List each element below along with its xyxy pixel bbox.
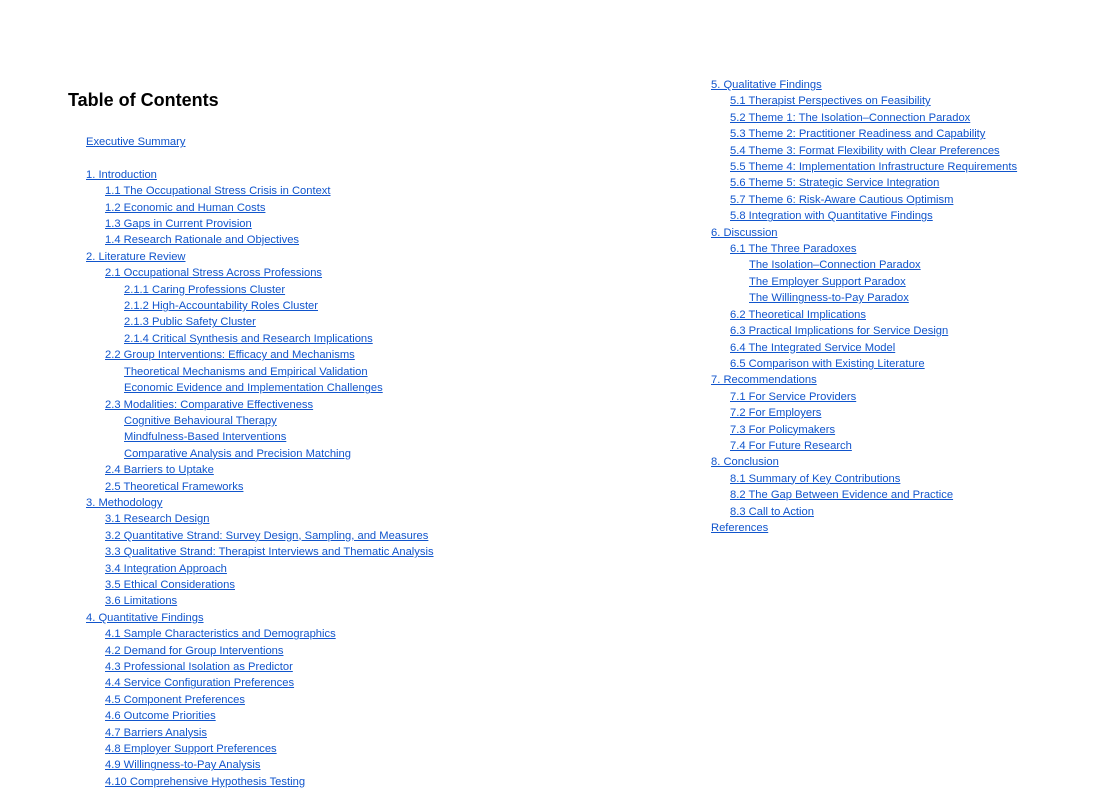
toc-link-5-2-theme-1-the-isolation-connection-paradox[interactable]: 5.2 Theme 1: The Isolation–Connection Paradox (730, 111, 971, 124)
toc-item (86, 757, 434, 773)
toc-item (711, 340, 1017, 356)
toc-item (86, 774, 434, 790)
toc-item (86, 314, 434, 330)
toc-item (86, 741, 434, 757)
toc-link-3-6-limitations[interactable]: 3.6 Limitations (105, 595, 178, 608)
toc-item (86, 364, 434, 380)
toc-item (711, 110, 1017, 126)
toc-item (86, 429, 434, 445)
toc-link-6-5-comparison-with-existing-literature[interactable]: 6.5 Comparison with Existing Literature (730, 357, 925, 370)
toc-item (86, 528, 434, 544)
toc-item (86, 610, 434, 626)
toc-link-3-3-qualitative-strand-therapist-interviews-and-thematic-analysis[interactable]: 3.3 Qualitative Strand: Therapist Interviews and Thematic Analysis (105, 546, 434, 559)
toc-link-7-recommendations[interactable]: 7. Recommendations (711, 374, 817, 387)
toc-link-3-1-research-design[interactable]: 3.1 Research Design (105, 513, 210, 526)
toc-link-2-1-1-caring-professions-cluster[interactable]: 2.1.1 Caring Professions Cluster (124, 283, 286, 296)
toc-link-4-10-comprehensive-hypothesis-testing[interactable]: 4.10 Comprehensive Hypothesis Testing (105, 775, 306, 788)
toc-item (86, 462, 434, 478)
toc-link-4-quantitative-findings[interactable]: 4. Quantitative Findings (86, 611, 204, 624)
toc-link-6-4-the-integrated-service-model[interactable]: 6.4 The Integrated Service Model (730, 341, 896, 354)
toc-item (711, 126, 1017, 142)
toc-item (711, 323, 1017, 339)
toc-link-7-2-for-employers[interactable]: 7.2 For Employers (730, 407, 822, 420)
toc-item (86, 413, 434, 429)
toc-link-economic-evidence-and-implementation-challenges[interactable]: Economic Evidence and Implementation Challenges (124, 382, 383, 395)
toc-link-2-2-group-interventions-efficacy-and-mechanisms[interactable]: 2.2 Group Interventions: Efficacy and Mechanisms (105, 349, 355, 362)
toc-item (711, 504, 1017, 520)
toc-spacer (86, 150, 434, 166)
toc-item (711, 257, 1017, 273)
toc-link-the-isolation-connection-paradox[interactable]: The Isolation–Connection Paradox (749, 259, 921, 272)
toc-link-2-1-occupational-stress-across-professions[interactable]: 2.1 Occupational Stress Across Professions (105, 267, 323, 280)
toc-link-7-1-for-service-providers[interactable]: 7.1 For Service Providers (730, 390, 857, 403)
toc-link-6-2-theoretical-implications[interactable]: 6.2 Theoretical Implications (730, 308, 866, 321)
toc-link-6-discussion[interactable]: 6. Discussion (711, 226, 778, 239)
toc-link-5-4-theme-3-format-flexibility-with-clear-preferences[interactable]: 5.4 Theme 3: Format Flexibility with Clear Preferences (730, 144, 1000, 157)
toc-item (711, 405, 1017, 421)
toc-link-4-7-barriers-analysis[interactable]: 4.7 Barriers Analysis (105, 726, 207, 739)
toc-item (711, 192, 1017, 208)
toc-item (86, 216, 434, 232)
toc-item (86, 511, 434, 527)
toc-right-column (711, 77, 1017, 536)
toc-link-5-7-theme-6-risk-aware-cautious-optimism[interactable]: 5.7 Theme 6: Risk-Aware Cautious Optimism (730, 193, 954, 206)
toc-link-executive-summary[interactable]: Executive Summary (86, 136, 186, 148)
toc-item (711, 159, 1017, 175)
toc-item (711, 372, 1017, 388)
toc-item (711, 241, 1017, 257)
toc-item (86, 200, 434, 216)
toc-link-the-willingness-to-pay-paradox[interactable]: The Willingness-to-Pay Paradox (749, 292, 909, 305)
toc-link-4-2-demand-for-group-interventions[interactable]: 4.2 Demand for Group Interventions (105, 644, 284, 657)
toc-link-7-3-for-policymakers[interactable]: 7.3 For Policymakers (730, 423, 836, 436)
toc-item (711, 290, 1017, 306)
toc-item (86, 380, 434, 396)
toc-link-3-methodology[interactable]: 3. Methodology (86, 496, 163, 509)
toc-link-2-4-barriers-to-uptake[interactable]: 2.4 Barriers to Uptake (105, 464, 214, 477)
toc-item (86, 167, 434, 183)
toc-link-5-1-therapist-perspectives-on-feasibility[interactable]: 5.1 Therapist Perspectives on Feasibility (730, 95, 931, 108)
toc-link-4-3-professional-isolation-as-predictor[interactable]: 4.3 Professional Isolation as Predictor (105, 661, 293, 673)
toc-link-2-3-modalities-comparative-effectiveness[interactable]: 2.3 Modalities: Comparative Effectiveness (105, 398, 314, 411)
toc-link-8-2-the-gap-between-evidence-and-practice[interactable]: 8.2 The Gap Between Evidence and Practice (730, 489, 954, 502)
toc-link-2-literature-review[interactable]: 2. Literature Review (86, 250, 186, 263)
toc-item (86, 675, 434, 691)
toc-link-3-4-integration-approach[interactable]: 3.4 Integration Approach (105, 562, 227, 575)
toc-link-4-1-sample-characteristics-and-demographics[interactable]: 4.1 Sample Characteristics and Demographics (105, 628, 336, 641)
toc-link-references[interactable]: References (711, 521, 769, 534)
toc-link-2-5-theoretical-frameworks[interactable]: 2.5 Theoretical Frameworks (105, 480, 244, 493)
toc-item (86, 265, 434, 281)
toc-item (711, 274, 1017, 290)
toc-link-6-3-practical-implications-for-service-design[interactable]: 6.3 Practical Implications for Service Design (730, 325, 949, 338)
toc-item (711, 307, 1017, 323)
toc-item (711, 93, 1017, 109)
toc-link-theoretical-mechanisms-and-empirical-validation[interactable]: Theoretical Mechanisms and Empirical Validation (124, 365, 368, 378)
toc-item (86, 446, 434, 462)
toc-item (86, 183, 434, 199)
toc-item (86, 331, 434, 347)
toc-item (86, 495, 434, 511)
toc-link-5-8-integration-with-quantitative-findings[interactable]: 5.8 Integration with Quantitative Findings (730, 210, 933, 223)
toc-item (711, 356, 1017, 372)
toc-link-4-5-component-preferences[interactable]: 4.5 Component Preferences (105, 693, 245, 706)
toc-link-1-3-gaps-in-current-provision[interactable]: 1.3 Gaps in Current Provision (105, 218, 252, 231)
page-title: Table of Contents (68, 90, 219, 110)
toc-item (86, 397, 434, 413)
toc-item (86, 593, 434, 609)
toc-item (86, 643, 434, 659)
toc-item (711, 143, 1017, 159)
toc-item (86, 708, 434, 724)
toc-link-5-3-theme-2-practitioner-readiness-and-capability[interactable]: 5.3 Theme 2: Practitioner Readiness and Capability (730, 128, 986, 141)
toc-item (86, 577, 434, 593)
toc-link-6-1-the-three-paradoxes[interactable]: 6.1 The Three Paradoxes (730, 243, 857, 256)
toc-link-4-6-outcome-priorities[interactable]: 4.6 Outcome Priorities (105, 710, 216, 723)
toc-link-comparative-analysis-and-precision-matching[interactable]: Comparative Analysis and Precision Matching (124, 447, 351, 460)
toc-link-mindfulness-based-interventions[interactable]: Mindfulness-Based Interventions (124, 431, 287, 444)
toc-left-column (86, 134, 434, 790)
toc-item (86, 134, 434, 150)
toc-link-5-6-theme-5-strategic-service-integration[interactable]: 5.6 Theme 5: Strategic Service Integration (730, 177, 940, 190)
toc-item (86, 659, 434, 675)
toc-link-1-2-economic-and-human-costs[interactable]: 1.2 Economic and Human Costs (105, 201, 266, 214)
toc-item (86, 725, 434, 741)
toc-link-2-1-2-high-accountability-roles-cluster[interactable]: 2.1.2 High-Accountability Roles Cluster (124, 300, 319, 313)
toc-link-2-1-3-public-safety-cluster[interactable]: 2.1.3 Public Safety Cluster (124, 316, 256, 329)
toc-item (711, 422, 1017, 438)
toc-item (86, 347, 434, 363)
toc-item (86, 249, 434, 265)
toc-item (86, 561, 434, 577)
toc-item (711, 77, 1017, 93)
toc-item (86, 232, 434, 248)
toc-item (86, 298, 434, 314)
toc-item (711, 471, 1017, 487)
toc-link-the-employer-support-paradox[interactable]: The Employer Support Paradox (749, 275, 906, 288)
toc-item (711, 175, 1017, 191)
toc-link-5-5-theme-4-implementation-infrastructure-requirements[interactable]: 5.5 Theme 4: Implementation Infrastructure Requirements (730, 161, 1018, 174)
toc-link-7-4-for-future-research[interactable]: 7.4 For Future Research (730, 439, 852, 452)
toc-link-cognitive-behavioural-therapy[interactable]: Cognitive Behavioural Therapy (124, 414, 277, 427)
toc-link-8-conclusion[interactable]: 8. Conclusion (711, 456, 779, 469)
toc-item (711, 520, 1017, 536)
toc-item (711, 225, 1017, 241)
toc-link-8-1-summary-of-key-contributions[interactable]: 8.1 Summary of Key Contributions (730, 472, 901, 485)
toc-link-4-4-service-configuration-preferences[interactable]: 4.4 Service Configuration Preferences (105, 677, 295, 690)
toc-item (86, 544, 434, 560)
toc-link-4-8-employer-support-preferences[interactable]: 4.8 Employer Support Preferences (105, 743, 277, 756)
toc-link-1-4-research-rationale-and-objectives[interactable]: 1.4 Research Rationale and Objectives (105, 234, 300, 247)
toc-link-3-2-quantitative-strand-survey-design-sampling-and-measures[interactable]: 3.2 Quantitative Strand: Survey Design, Sampling, and Measures (105, 529, 429, 542)
toc-item (86, 282, 434, 298)
toc-item (711, 487, 1017, 503)
toc-link-8-3-call-to-action[interactable]: 8.3 Call to Action (730, 505, 814, 518)
toc-link-1-1-the-occupational-stress-crisis-in-context[interactable]: 1.1 The Occupational Stress Crisis in Context (105, 185, 331, 198)
toc-item (711, 438, 1017, 454)
toc-item (711, 454, 1017, 470)
toc-link-2-1-4-critical-synthesis-and-research-implications[interactable]: 2.1.4 Critical Synthesis and Research Implications (124, 332, 373, 345)
toc-item (711, 389, 1017, 405)
toc-link-1-introduction[interactable]: 1. Introduction (86, 168, 157, 181)
toc-item (86, 692, 434, 708)
toc-item (86, 626, 434, 642)
toc-link-3-5-ethical-considerations[interactable]: 3.5 Ethical Considerations (105, 578, 235, 591)
toc-item (711, 208, 1017, 224)
toc-link-5-qualitative-findings[interactable]: 5. Qualitative Findings (711, 79, 822, 91)
toc-item (86, 479, 434, 495)
toc-link-4-9-willingness-to-pay-analysis[interactable]: 4.9 Willingness-to-Pay Analysis (105, 759, 261, 772)
